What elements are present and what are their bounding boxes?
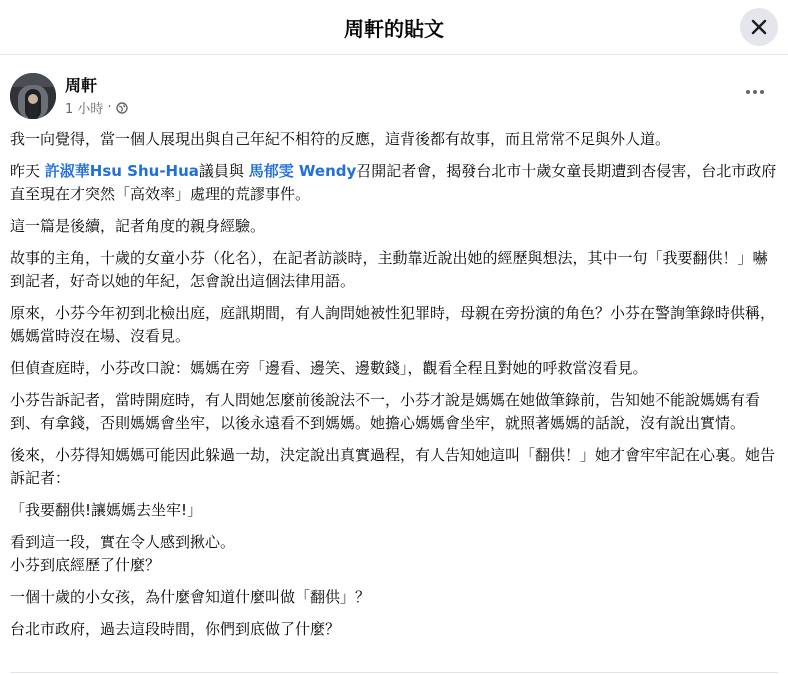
post-paragraph: 原來，小芬今年初到北檢出庭，庭訊期間，有人詢問她被性犯罪時，母親在旁扮演的角色？小芬在警詢筆錄時供稱，媽媽當時沒在場、沒看見。 bbox=[10, 304, 776, 345]
avatar[interactable] bbox=[10, 73, 56, 119]
post-paragraph: 一個十歲的小女孩，為什麼會知道什麼叫做「翻供」？ bbox=[10, 588, 371, 606]
meta-separator: · bbox=[107, 100, 112, 115]
dialog-title: 周軒的貼文 bbox=[344, 16, 444, 41]
mention-link-ma[interactable]: 馬郁雯 Wendy bbox=[248, 162, 357, 180]
post-paragraph: 看到這一段，實在令人感到揪心。 bbox=[10, 533, 236, 551]
post-paragraph bbox=[10, 160, 778, 206]
post-paragraph: 後來，小芬得知媽媽可能因此躲過一劫，決定說出真實過程，有人告知她這叫「翻供！」她才會牢牢記在心裏。她告訴記者： bbox=[10, 446, 776, 487]
post-paragraph: 小芬到底經歷了什麼？ bbox=[10, 556, 161, 574]
more-dot-icon bbox=[746, 90, 750, 94]
close-icon bbox=[751, 19, 767, 35]
post-paragraph: 小芬告訴記者，當時開庭時，有人問她怎麼前後說法不一，小芬才說是媽媽在她做筆錄前，告知她不能說媽媽有看到、有拿錢，否則媽媽會坐牢，以後永遠看不到媽媽。她擔心媽媽會坐牢，就照著媽媽的話說，沒有說出實情。 bbox=[10, 391, 761, 432]
post-paragraph: 這一篇是後續，記者角度的親身經驗。 bbox=[10, 217, 266, 235]
avatar-image bbox=[10, 73, 56, 119]
paragraph-text: 議員與 bbox=[198, 162, 249, 180]
post-paragraph: 故事的主角，十歲的女童小芬（化名），在記者訪談時，主動靠近說出她的經歷與想法，其中一句「我要翻供！」嚇到記者，好奇以她的年紀，怎會說出這個法律用語。 bbox=[10, 249, 768, 290]
divider bbox=[10, 672, 778, 673]
mention-link-hsu[interactable]: 許淑華Hsu Shu-Hua bbox=[44, 162, 199, 180]
author-name[interactable]: 周軒 bbox=[65, 76, 98, 95]
post-paragraph: 台北市政府，過去這段時間，你們到底做了什麼？ bbox=[10, 620, 341, 638]
post-meta bbox=[65, 98, 128, 117]
post-header bbox=[10, 70, 778, 126]
post-body bbox=[10, 128, 778, 650]
more-dot-icon bbox=[760, 90, 764, 94]
post-paragraph: 我一向覺得，當一個人展現出與自己年紀不相符的反應，這背後都有故事，而且常常不足與外人道。 bbox=[10, 130, 671, 148]
more-options-button[interactable] bbox=[740, 80, 770, 104]
post-timestamp[interactable]: 1 小時 bbox=[65, 102, 104, 117]
more-dot-icon bbox=[753, 90, 757, 94]
post-quote: 「我要翻供!讓媽媽去坐牢!」 bbox=[10, 501, 203, 519]
post-paragraph: 但偵查庭時，小芬改口說：媽媽在旁「邊看、邊笑、邊數錢」，觀看全程且對她的呼救當沒看見。 bbox=[10, 359, 648, 377]
globe-icon bbox=[116, 102, 128, 114]
dialog-header bbox=[0, 0, 788, 55]
paragraph-text: 昨天 bbox=[10, 162, 45, 180]
paragraph-text: 召開記者會，揭發台北市十歲女童長期遭到杏侵害，台北市政府直至現在才突然「高效率」處理的荒謬事件。 bbox=[10, 162, 777, 203]
close-button[interactable] bbox=[740, 8, 778, 46]
